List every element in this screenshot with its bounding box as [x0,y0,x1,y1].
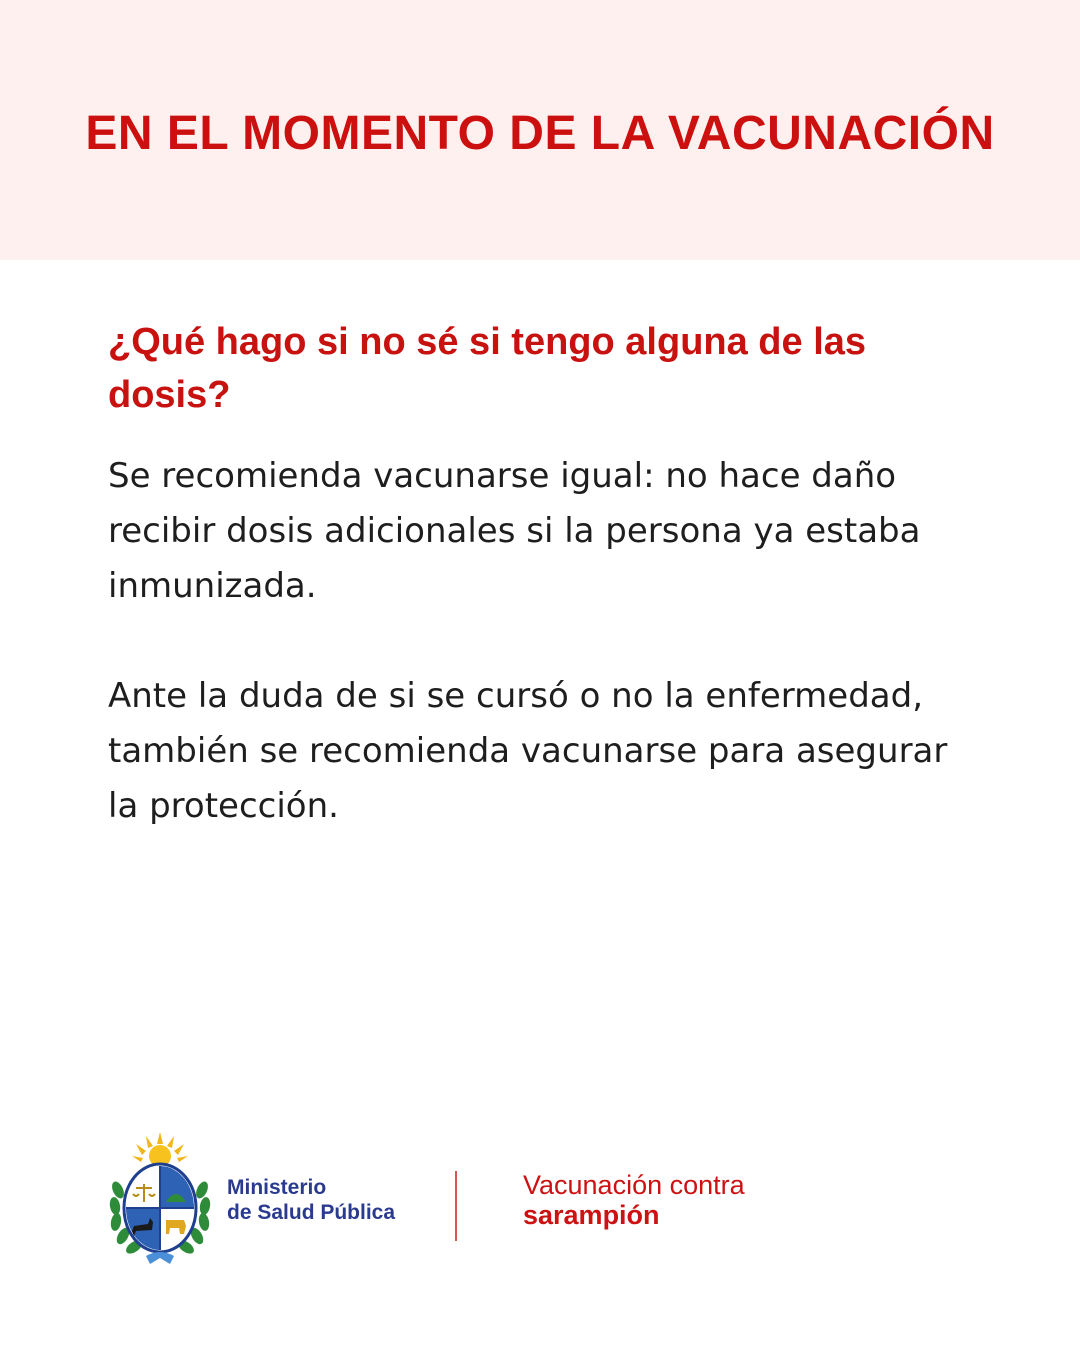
campaign-name [523,1170,745,1230]
header-banner [0,0,1080,260]
answer-paragraph-2: Ante la duda de si se cursó o no la enfermedad, también se recomienda vacunarse para asegurar la protección. [108,676,948,826]
coat-of-arms-icon [106,1130,214,1268]
footer-divider [455,1171,457,1241]
ministry-line-2: de Salud Pública [227,1201,396,1224]
ministry-line-1: Ministerio [227,1176,327,1199]
page-title: EN EL MOMENTO DE LA VACUNACIÓN [85,107,995,160]
faq-question: ¿Qué hago si no sé si tengo alguna de las dosis? [108,321,867,416]
ministry-name [227,1175,395,1225]
answer-paragraph-1: Se recomienda vacunarse igual: no hace daño recibir dosis adicionales si la persona ya estaba inmunizada. [108,456,921,606]
campaign-line-2: sarampión [523,1200,660,1230]
campaign-line-1: Vacunación contra [523,1170,745,1200]
